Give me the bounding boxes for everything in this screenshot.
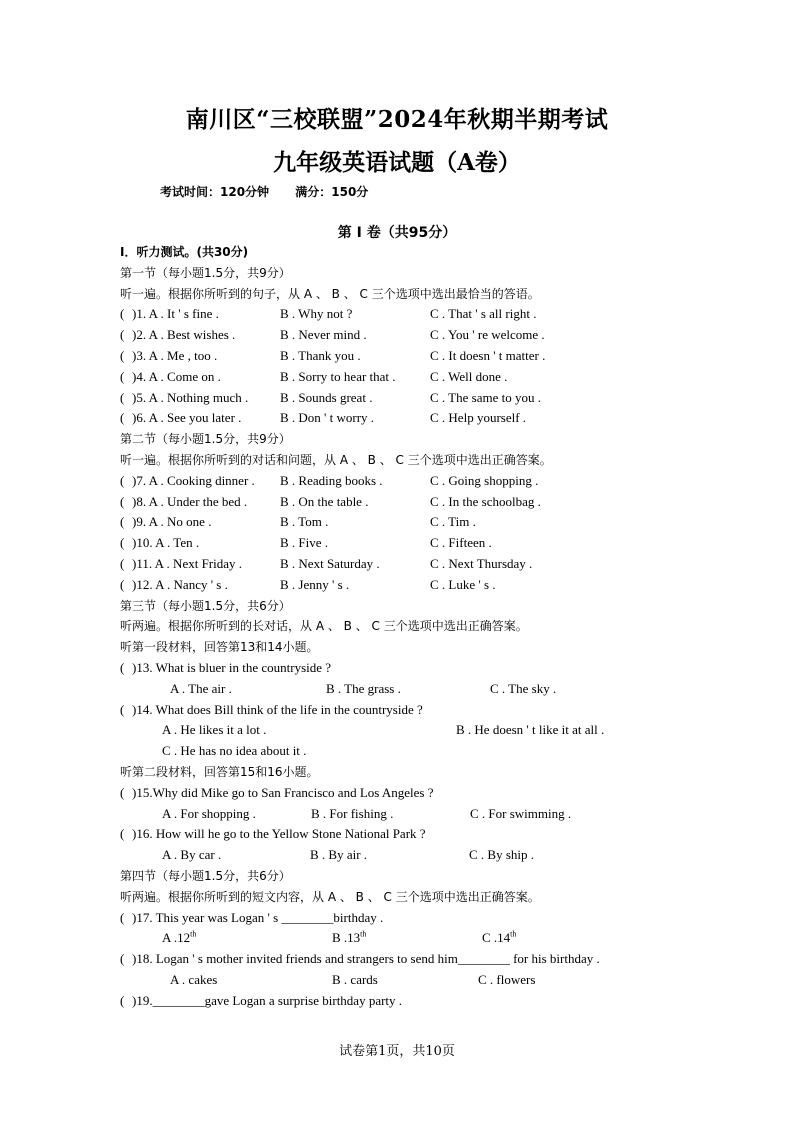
- question-row: [120, 408, 680, 429]
- option-c: C . Luke ' s .: [430, 576, 496, 592]
- option-b: B . Don ' t worry .: [280, 410, 375, 426]
- questions-1-6: [120, 304, 680, 429]
- exam-body: [120, 242, 680, 1011]
- option-c: C . It doesn ' t matter .: [430, 347, 546, 363]
- answer-paren: (: [120, 784, 125, 800]
- question-13-options: [120, 679, 680, 700]
- answer-paren: (: [120, 951, 125, 967]
- option-c: C . Fifteen .: [430, 535, 492, 551]
- option-c: C . flowers: [478, 971, 536, 987]
- option-c-text: C .14: [482, 930, 511, 946]
- question-option-a: )11. A . Next Friday .: [132, 555, 243, 571]
- answer-paren: (: [120, 347, 125, 363]
- questions-7-12: [120, 471, 680, 596]
- option-c: C . In the schoolbag .: [430, 493, 541, 509]
- answer-paren: (: [120, 535, 125, 551]
- exam-title-line1: 南川区“三校联盟”2024年秋期半期考试: [185, 106, 609, 133]
- option-c: C . By ship .: [469, 847, 535, 863]
- option-c: C . Help yourself .: [430, 410, 527, 426]
- question-stem: )14. What does Bill think of the life in the countryside ?: [132, 701, 423, 717]
- question-17-options: [120, 928, 680, 949]
- option-c: [482, 928, 516, 949]
- answer-paren: (: [120, 576, 125, 592]
- section2-instruction: 听一遍。根据你所听到的对话和问题，从 A 、 B 、 C 三个选项中选出正确答案。: [120, 452, 552, 467]
- ordinal-suffix: th: [360, 929, 367, 939]
- question-option-a: )8. A . Under the bed .: [132, 493, 248, 509]
- question-option-a: )2. A . Best wishes .: [132, 327, 236, 343]
- answer-paren: (: [120, 659, 125, 675]
- section3-material1: 听第一段材料，回答第13和14小题。: [120, 640, 319, 655]
- option-c: C . That ' s all right .: [430, 306, 537, 322]
- question-option-a: )9. A . No one .: [132, 514, 212, 530]
- option-b: B . cards: [332, 971, 378, 987]
- option-b: B . Jenny ' s .: [280, 576, 350, 592]
- option-b-text: B .13: [332, 930, 361, 946]
- question-option-a: )12. A . Nancy ' s .: [132, 576, 228, 592]
- option-b: B . Reading books .: [280, 472, 383, 488]
- option-b: B . On the table .: [280, 493, 369, 509]
- question-row: [120, 304, 680, 325]
- question-stem: )19.________gave Logan a surprise birthday party .: [132, 992, 403, 1008]
- option-b: B . Sorry to hear that .: [280, 368, 396, 384]
- question-14: [120, 700, 680, 721]
- option-a: A . He likes it a lot .: [162, 722, 267, 738]
- answer-paren: (: [120, 327, 125, 343]
- option-b: B . Tom .: [280, 514, 329, 530]
- page-footer: 试卷第1页，共10页: [339, 1044, 455, 1059]
- section3-material2: 听第二段材料，回答第15和16小题。: [120, 764, 319, 779]
- ordinal-suffix: th: [190, 929, 197, 939]
- question-row: [120, 367, 680, 388]
- question-option-a: )6. A . See you later .: [132, 410, 242, 426]
- option-a: A . For shopping .: [162, 805, 256, 821]
- section1-title: 第一节（每小题1.5分，共9分）: [120, 265, 291, 280]
- question-row: [120, 575, 680, 596]
- question-16-options: [120, 845, 680, 866]
- question-18: [120, 949, 680, 970]
- part1-title: I．听力测试。(共30分): [120, 245, 249, 259]
- option-c: C . Well done .: [430, 368, 508, 384]
- question-16: [120, 824, 680, 845]
- option-b: B . He doesn ' t like it at all .: [456, 722, 605, 738]
- volume-title: 第 I 卷（共95分）: [337, 225, 457, 241]
- answer-paren: (: [120, 992, 125, 1008]
- section3-title: 第三节（每小题1.5分，共6分）: [120, 598, 291, 613]
- answer-paren: (: [120, 410, 125, 426]
- option-c: C . Next Thursday .: [430, 555, 533, 571]
- question-option-a: )3. A . Me , too .: [132, 347, 218, 363]
- section4-instruction: 听两遍。根据你所听到的短文内容，从 A 、 B 、 C 三个选项中选出正确答案。: [120, 889, 540, 904]
- option-c: C . Tim .: [430, 514, 476, 530]
- option-b: B . Thank you .: [280, 347, 361, 363]
- section1-instruction: 听一遍。根据你所听到的句子，从 A 、 B 、 C 三个选项中选出最恰当的答语。: [120, 286, 540, 301]
- question-option-a: )10. A . Ten .: [132, 535, 200, 551]
- answer-paren: (: [120, 368, 125, 384]
- answer-paren: (: [120, 701, 125, 717]
- question-row: [120, 554, 680, 575]
- question-option-a: )4. A . Come on .: [132, 368, 221, 384]
- answer-paren: (: [120, 306, 125, 322]
- option-a-text: A .12: [162, 930, 191, 946]
- question-17: [120, 908, 680, 929]
- ordinal-suffix: th: [510, 929, 517, 939]
- answer-paren: (: [120, 514, 125, 530]
- question-row: [120, 533, 680, 554]
- question-row: [120, 471, 680, 492]
- question-14-options-2: [120, 741, 680, 762]
- option-b: B . Why not ?: [280, 306, 353, 322]
- answer-paren: (: [120, 555, 125, 571]
- answer-paren: (: [120, 826, 125, 842]
- option-c: C . Going shopping .: [430, 472, 539, 488]
- section3-instruction: 听两遍。根据你所听到的长对话，从 A 、 B 、 C 三个选项中选出正确答案。: [120, 619, 528, 634]
- option-b: B . Never mind .: [280, 327, 367, 343]
- option-b: [332, 928, 366, 949]
- option-c: C . He has no idea about it .: [162, 743, 307, 759]
- question-row: [120, 325, 680, 346]
- exam-title-line2: 九年级英语试题（A卷）: [273, 149, 521, 176]
- option-b: B . Sounds great .: [280, 389, 373, 405]
- answer-paren: (: [120, 909, 125, 925]
- question-row: [120, 492, 680, 513]
- question-18-options: [120, 970, 680, 991]
- question-stem: )18. Logan ' s mother invited friends and strangers to send him________ for his birthday .: [132, 951, 600, 967]
- option-b: B . Five .: [280, 535, 329, 551]
- option-b: B . The grass .: [326, 680, 401, 696]
- option-c: C . The same to you .: [430, 389, 541, 405]
- question-stem: )16. How will he go to the Yellow Stone National Park ?: [132, 826, 426, 842]
- option-c: C . You ' re welcome .: [430, 327, 545, 343]
- question-row: [120, 346, 680, 367]
- question-option-a: )7. A . Cooking dinner .: [132, 472, 255, 488]
- question-option-a: )5. A . Nothing much .: [132, 389, 249, 405]
- question-15-options: [120, 804, 680, 825]
- exam-time: 考试时间：120分钟: [160, 185, 270, 199]
- answer-paren: (: [120, 472, 125, 488]
- option-a: A . cakes: [170, 971, 218, 987]
- question-19: [120, 991, 680, 1012]
- section4-title: 第四节（每小题1.5分，共6分）: [120, 868, 291, 883]
- exam-meta: [160, 183, 390, 200]
- question-row: [120, 388, 680, 409]
- question-stem: )17. This year was Logan ' s ________birthday .: [132, 909, 384, 925]
- section2-title: 第二节（每小题1.5分，共9分）: [120, 432, 291, 447]
- full-score: 满分：150分: [295, 185, 369, 199]
- question-13: [120, 658, 680, 679]
- question-row: [120, 512, 680, 533]
- option-b: B . Next Saturday .: [280, 555, 380, 571]
- option-b: B . By air .: [310, 847, 368, 863]
- option-a: A . The air .: [170, 680, 232, 696]
- option-c: C . For swimming .: [470, 805, 572, 821]
- question-stem: )15.Why did Mike go to San Francisco and Los Angeles ?: [132, 784, 434, 800]
- option-c: C . The sky .: [490, 680, 557, 696]
- answer-paren: (: [120, 493, 125, 509]
- option-a: A . By car .: [162, 847, 222, 863]
- question-option-a: )1. A . It ' s fine .: [132, 306, 219, 322]
- question-15: [120, 783, 680, 804]
- answer-paren: (: [120, 389, 125, 405]
- question-14-options: [120, 720, 680, 741]
- option-a: [162, 928, 196, 949]
- option-b: B . For fishing .: [311, 805, 394, 821]
- question-stem: )13. What is bluer in the countryside ?: [132, 659, 332, 675]
